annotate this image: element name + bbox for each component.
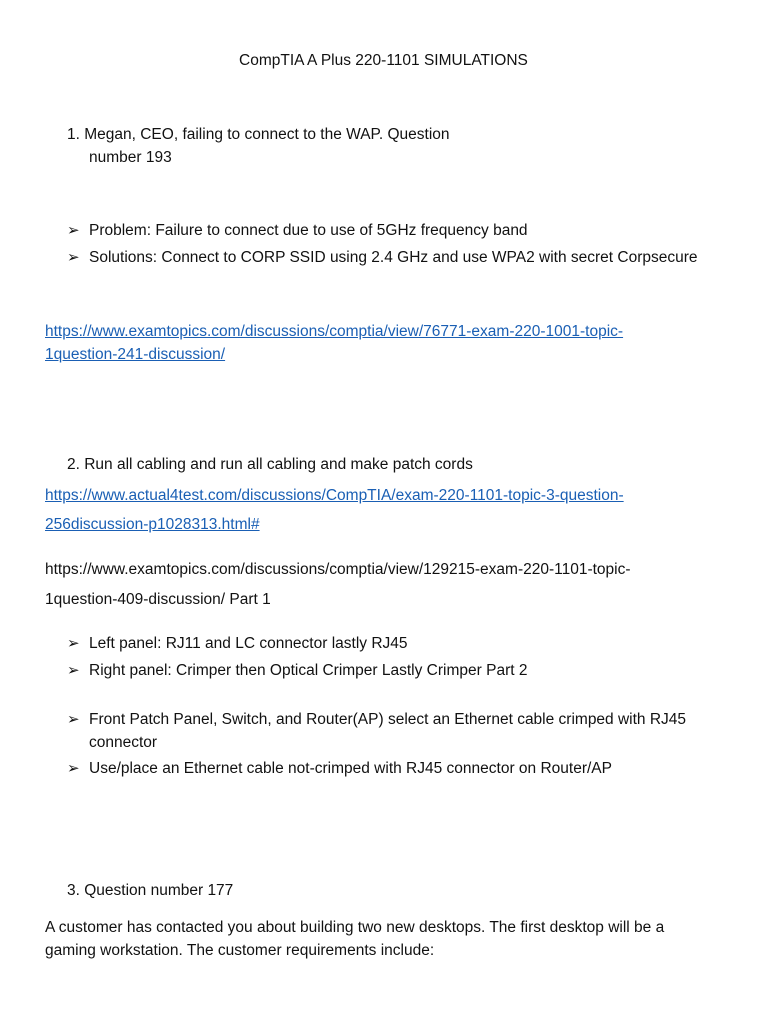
bullet-arrow-icon: ➢ [67,249,80,266]
actual4test-link[interactable]: https://www.actual4test.com/discussions/CompTIA/exam-220-1101-topic-3-question- [45,487,624,504]
bullet-left-panel: Left panel: RJ11 and LC connector lastly RJ45 [89,635,408,652]
section3-paragraph-cont: gaming workstation. The customer requirements include: [45,942,435,959]
bullet-right-panel: Right panel: Crimper then Optical Crimper Lastly Crimper Part 2 [89,662,528,679]
bullet-arrow-icon: ➢ [67,222,80,239]
document-title: CompTIA A Plus 220-1101 SIMULATIONS [239,52,528,69]
bullet-arrow-icon: ➢ [67,635,80,652]
bullet-front-patch-panel: Front Patch Panel, Switch, and Router(AP) select an Ethernet cable crimped with RJ45 [89,711,687,728]
examtopics-link-1[interactable]: https://www.examtopics.com/discussions/comptia/view/76771-exam-220-1001-topic- [45,323,624,340]
section1-heading-cont: number 193 [89,149,172,166]
section2-heading: 2. Run all cabling and run all cabling and make patch cords [67,456,473,473]
bullet-solutions: Solutions: Connect to CORP SSID using 2.4 GHz and use WPA2 with secret Corpsecure [89,249,698,266]
section1-heading: 1. Megan, CEO, failing to connect to the WAP. Question [67,126,450,143]
bullet-arrow-icon: ➢ [67,711,80,728]
bullet-arrow-icon: ➢ [67,662,80,679]
section3-heading: 3. Question number 177 [67,882,234,899]
examtopics-url-text-cont: 1question-409-discussion/ Part 1 [45,591,271,608]
bullet-use-place-cable: Use/place an Ethernet cable not-crimped with RJ45 connector on Router/AP [89,760,612,777]
section3-paragraph: A customer has contacted you about building two new desktops. The first desktop will be a [45,919,665,936]
examtopics-url-text: https://www.examtopics.com/discussions/comptia/view/129215-exam-220-1101-topic- [45,561,631,578]
bullet-arrow-icon: ➢ [67,760,80,777]
bullet-problem: Problem: Failure to connect due to use of 5GHz frequency band [89,222,528,239]
bullet-front-patch-panel-cont: connector [89,734,158,751]
examtopics-link-1-cont[interactable]: 1question-241-discussion/ [45,346,226,363]
actual4test-link-cont[interactable]: 256discussion-p1028313.html# [45,516,260,533]
